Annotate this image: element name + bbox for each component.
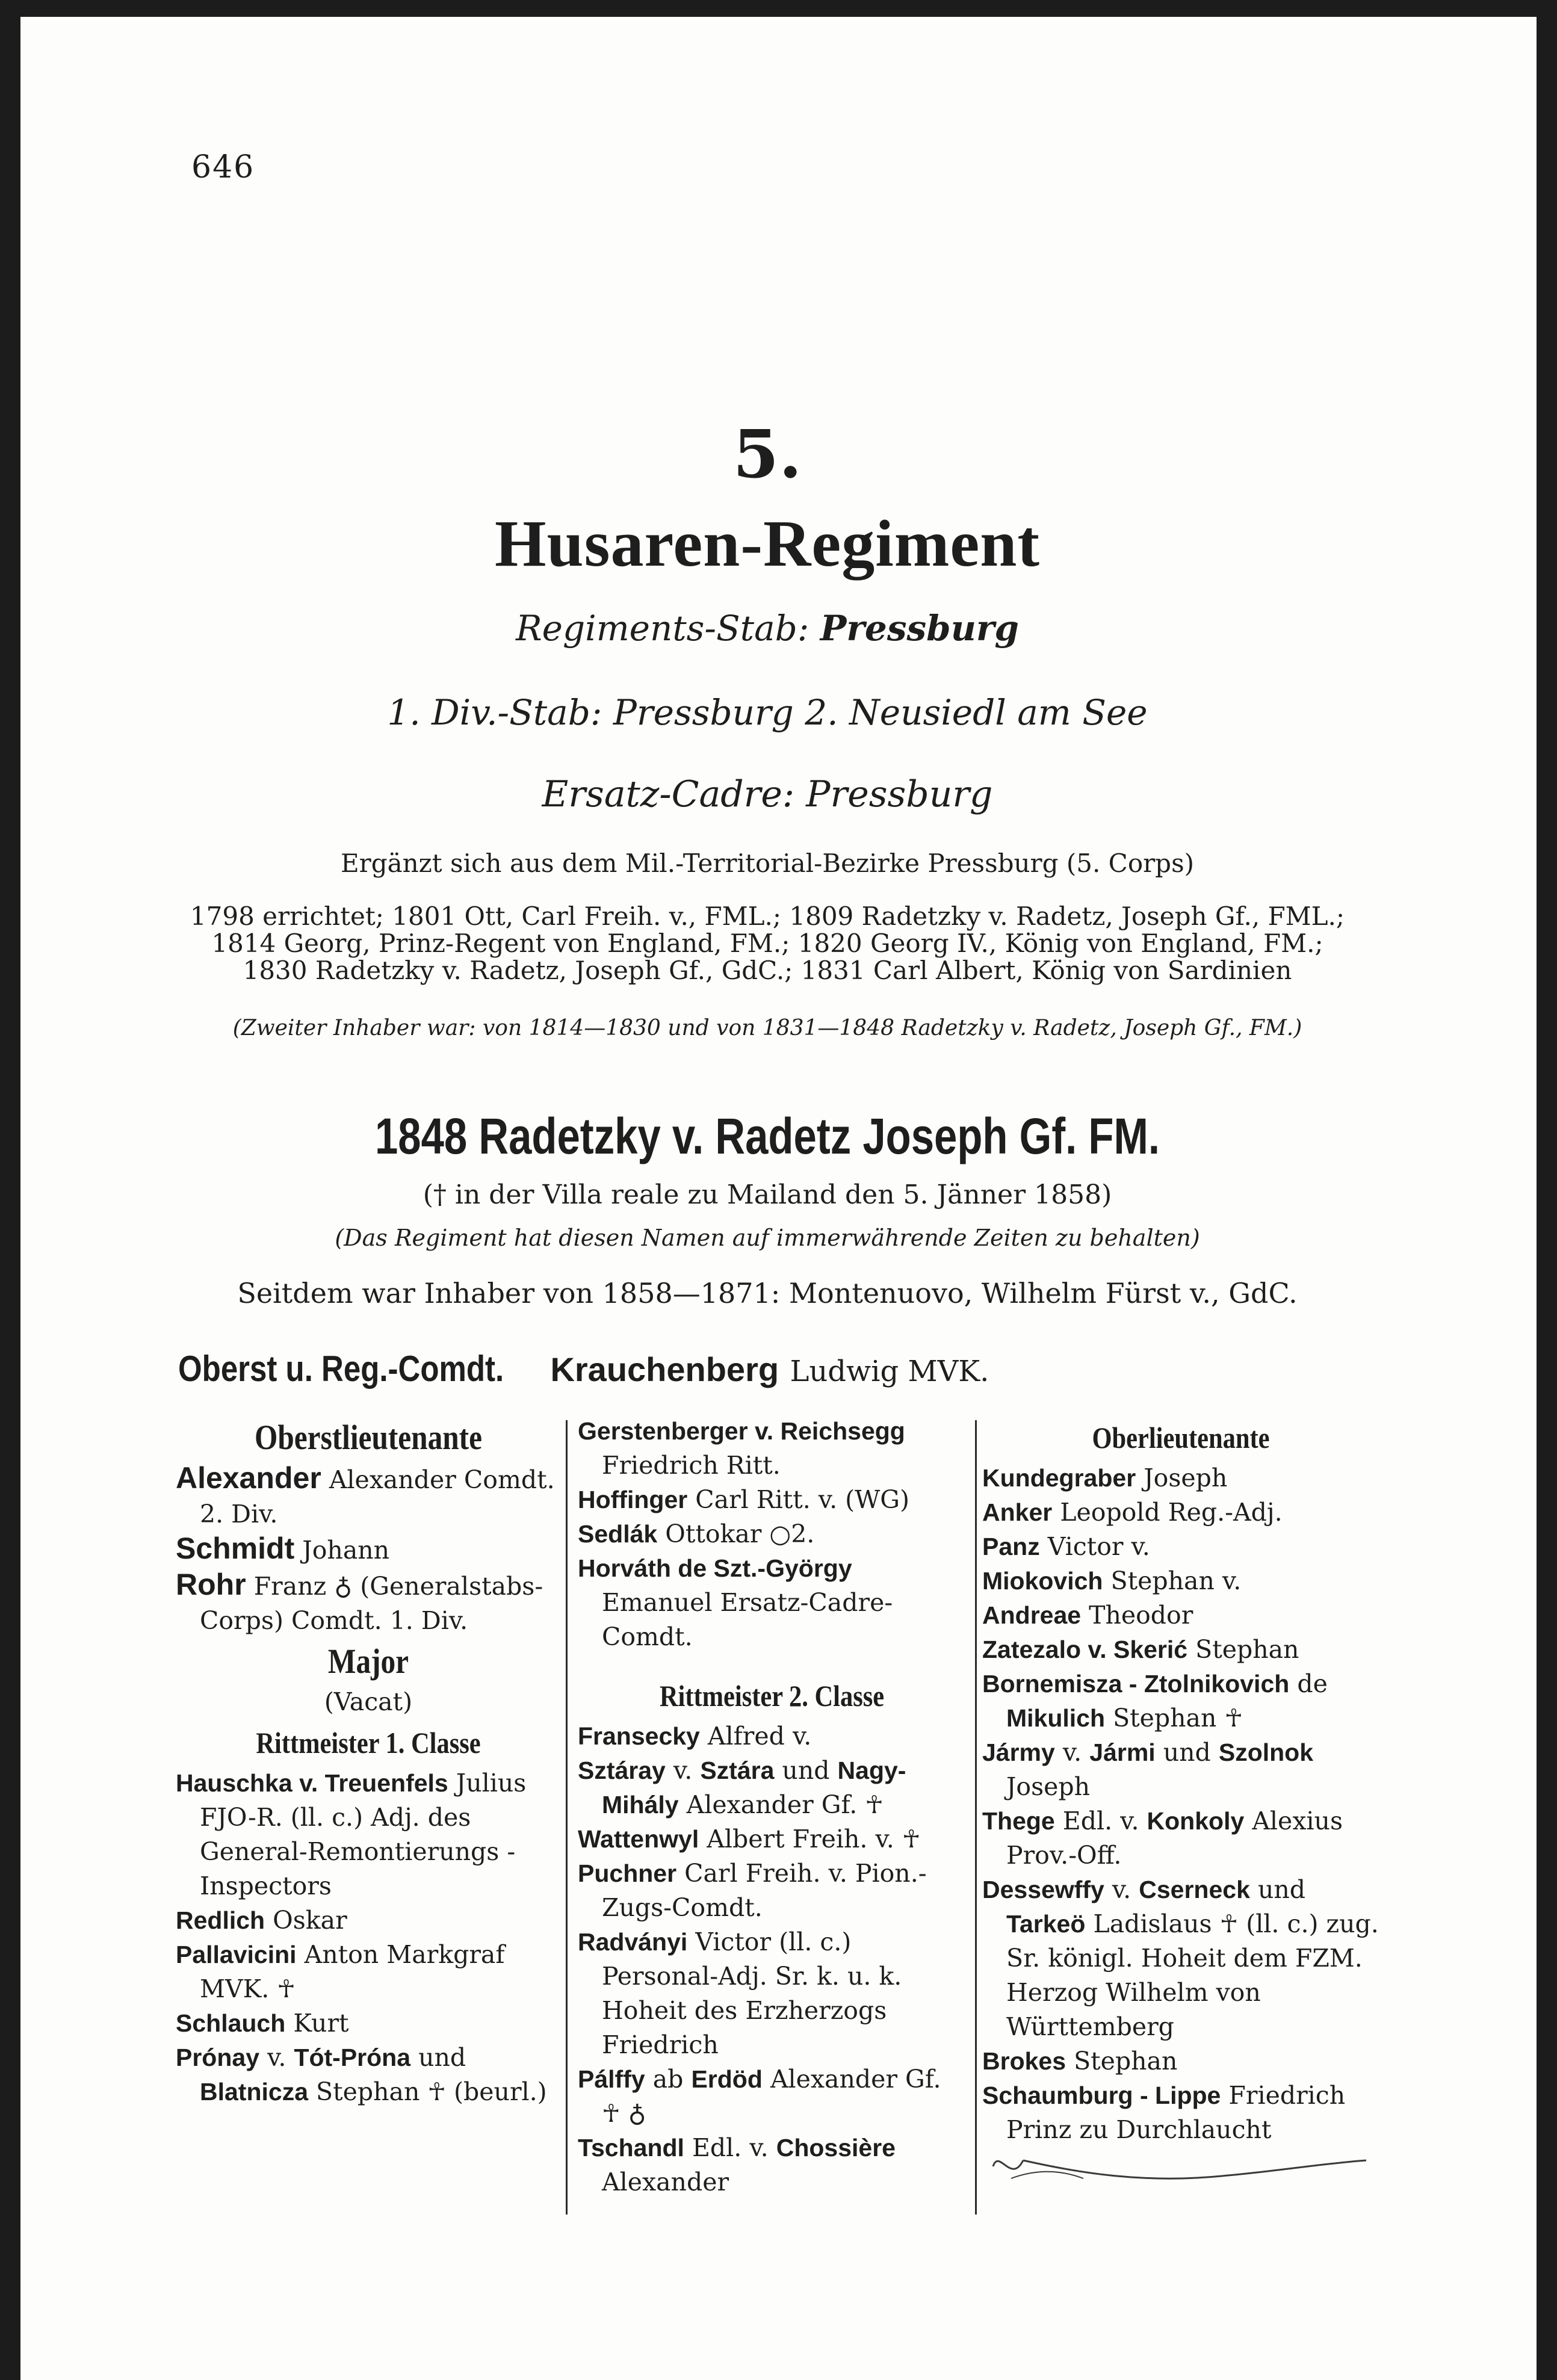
scan-border-left	[0, 0, 20, 2380]
list-item: Zatezalo v. Skerić Stephan	[982, 1635, 1299, 1664]
commander-line	[178, 1348, 989, 1389]
history-line: 1814 Georg, Prinz-Regent von England, FM.; 1820 Georg IV., König von England, FM.;	[211, 929, 1323, 958]
list-item: Andreae Theodor	[982, 1601, 1193, 1630]
list-item: Anker Leopold Reg.-Adj.	[982, 1498, 1283, 1527]
list-item: Fransecky Alfred v.	[578, 1722, 812, 1751]
list-item: Gerstenberger v. Reichsegg Friedrich Ritt.	[578, 1417, 905, 1480]
list-item: Prónay v. Tót-Próna und Blatnicza Stephan ☥ (beurl.)	[176, 2043, 547, 2106]
column-divider	[975, 1420, 977, 2215]
history-line: 1798 errichtet; 1801 Ott, Carl Freih. v., FML.; 1809 Radetzky v. Radetz, Joseph Gf., FML.;	[190, 901, 1345, 931]
later-owner-note: Seitdem war Inhaber von 1858—1871: Montenuovo, Wilhelm Fürst v., GdC.	[237, 1277, 1298, 1309]
commander-surname: Krauchenberg	[550, 1350, 779, 1388]
history-line: 1830 Radetzky v. Radetz, Joseph Gf., GdC.; 1831 Carl Albert, König von Sardinien	[243, 956, 1292, 985]
column-3	[982, 1414, 1379, 2147]
div-stab: 1. Div.-Stab: Pressburg 2. Neusiedl am See	[387, 692, 1148, 733]
list-item: Schmidt Johann	[176, 1532, 390, 1565]
section-heading-oberstlieutenante: Oberstlieutenante	[255, 1418, 482, 1457]
regiment-owner: 1848 Radetzky v. Radetz Joseph Gf. FM.	[374, 1108, 1160, 1164]
list-item: Miokovich Stephan v.	[982, 1566, 1242, 1595]
handwritten-strike-mark	[987, 2142, 1372, 2190]
regiment-number: 5.	[732, 415, 802, 493]
list-item: Hauschka v. Treuenfels Julius FJO-R. (ll. c.) Adj. des General-Remontierungs - Inspectors	[176, 1769, 527, 1900]
list-item: Puchner Carl Freih. v. Pion.-Zugs-Comdt.	[578, 1859, 927, 1922]
list-item: Schaumburg - Lippe Friedrich Prinz zu Durchlaucht	[982, 2081, 1346, 2144]
list-item: Alexander Alexander Comdt. 2. Div.	[176, 1461, 555, 1528]
scan-border-top	[0, 0, 1557, 17]
column-1	[176, 1414, 561, 2109]
vacat-note: (Vacat)	[324, 1687, 413, 1716]
list-item: Rohr Franz ♁ (Generalstabs-Corps) Comdt. 1. Div.	[176, 1568, 543, 1635]
list-item: Pallavicini Anton Markgraf MVK. ☥	[176, 1940, 505, 2003]
section-heading-major: Major	[327, 1642, 409, 1681]
list-item: Thege Edl. v. Konkoly Alexius Prov.-Off.	[982, 1807, 1343, 1870]
list-item: Sztáray v. Sztára und Nagy-Mihály Alexander Gf. ☥	[578, 1756, 906, 1819]
list-item: Horváth de Szt.-György Emanuel Ersatz-Cadre-Comdt.	[578, 1554, 893, 1651]
list-item: Radványi Victor (ll. c.) Personal-Adj. Sr. k. u. k. Hoheit des Erzherzogs Friedrich	[578, 1927, 902, 2059]
commander-rank: Oberst u. Reg.-Comdt.	[178, 1349, 504, 1389]
scan-border-right	[1537, 0, 1557, 2380]
recruitment-district: Ergänzt sich aus dem Mil.-Territorial-Bezirke Pressburg (5. Corps)	[340, 848, 1195, 878]
page-number: 646	[191, 149, 255, 185]
ersatz-cadre: Ersatz-Cadre: Pressburg	[542, 773, 993, 815]
column-divider	[566, 1420, 568, 2215]
list-item: Pálffy ab Erdöd Alexander Gf. ☥ ♁	[578, 2065, 941, 2128]
section-heading-rittmeister-2: Rittmeister 2. Classe	[659, 1679, 885, 1713]
commander-given: Ludwig MVK.	[790, 1355, 989, 1388]
section-heading-rittmeister-1: Rittmeister 1. Classe	[256, 1726, 481, 1760]
regiment-history	[181, 903, 1354, 984]
list-item: Bornemisza - Ztolnikovich de Mikulich Stephan ☥	[982, 1669, 1328, 1732]
list-item: Brokes Stephan	[982, 2047, 1178, 2076]
section-heading-oberlieutenante: Oberlieutenante	[1092, 1421, 1270, 1454]
list-item: Hoffinger Carl Ritt. v. (WG)	[578, 1485, 910, 1514]
stab-value: Pressburg	[820, 608, 1019, 649]
list-item: Kundegraber Joseph	[982, 1464, 1228, 1492]
list-item: Sedlák Ottokar ○2.	[578, 1519, 815, 1548]
column-2	[578, 1414, 966, 2199]
list-item: Wattenwyl Albert Freih. v. ☥	[578, 1825, 921, 1853]
list-item: Schlauch Kurt	[176, 2009, 349, 2038]
list-item: Redlich Oskar	[176, 1906, 347, 1935]
list-item: Jármy v. Jármi und Szolnok Joseph	[982, 1738, 1314, 1801]
regiments-stab	[90, 608, 1444, 649]
list-item: Tschandl Edl. v. Chossière Alexander	[578, 2133, 896, 2196]
stab-label: Regiments-Stab:	[516, 608, 809, 649]
list-item: Panz Victor v.	[982, 1532, 1150, 1561]
death-note: († in der Villa reale zu Mailand den 5. Jänner 1858)	[423, 1179, 1112, 1210]
page-title: Husaren-Regiment	[494, 507, 1041, 580]
list-item: Dessewffy v. Cserneck und Tarkeö Ladislaus ☥ (ll. c.) zug. Sr. königl. Hoheit dem FZM. Herzog Wilhelm von Württemberg	[982, 1875, 1379, 2041]
second-owner-note: (Zweiter Inhaber war: von 1814—1830 und von 1831—1848 Radetzky v. Radetz, Joseph Gf., FM.)	[232, 1016, 1302, 1040]
regiment-name-note: (Das Regiment hat diesen Namen auf immerwährende Zeiten zu behalten)	[335, 1225, 1200, 1251]
